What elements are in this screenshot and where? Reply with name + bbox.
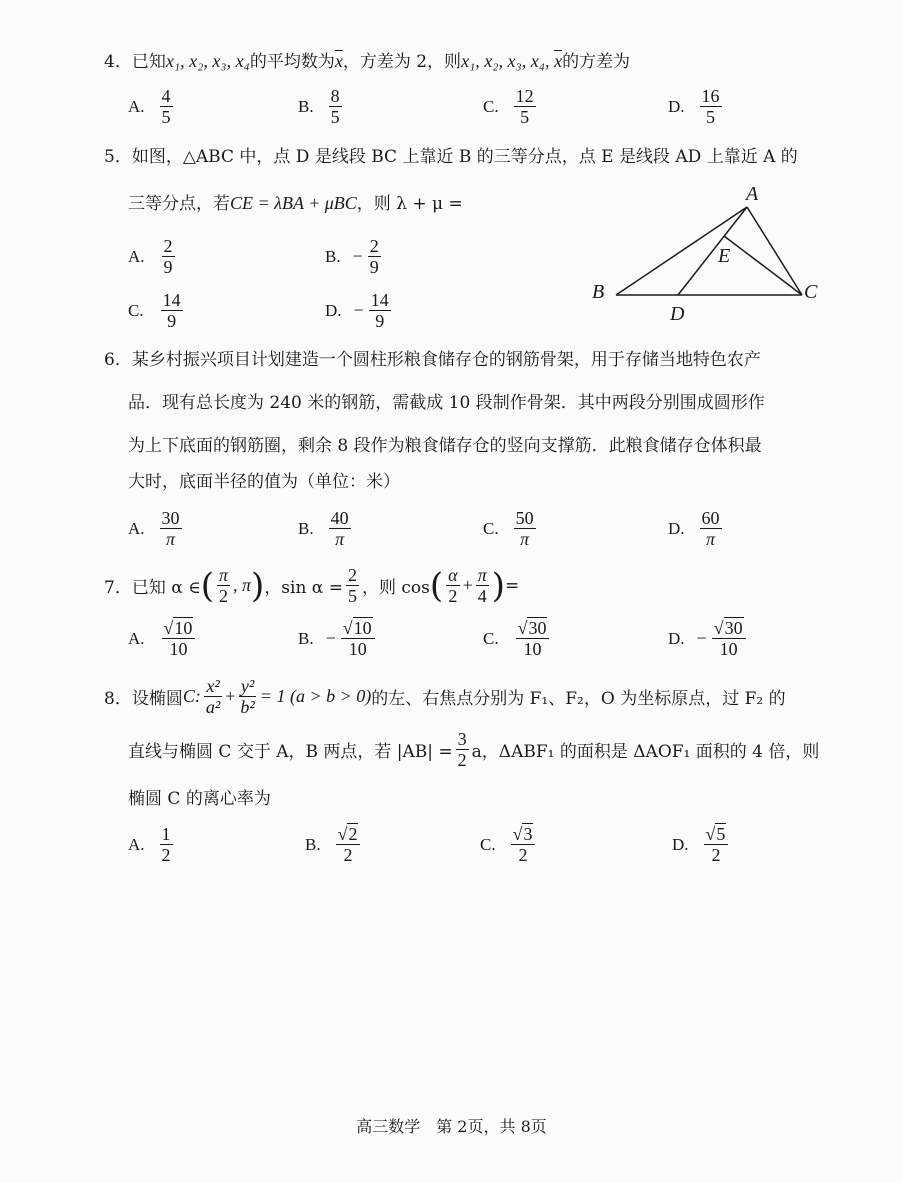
q6-option-b[interactable]: B. $\frac{40}{\pi}$ bbox=[298, 508, 349, 549]
q6-stem-line3: 为上下底面的钢筋圈，剩余 8 段作为粮食储存仓的竖向支撑筋．此粮食储存仓体积最 bbox=[128, 436, 762, 456]
page-footer: 高三数学 第 2页，共 8页 bbox=[356, 1117, 547, 1136]
q6-option-c[interactable]: C. $\frac{50}{\pi}$ bbox=[483, 508, 534, 549]
q6-stem-line4: 大时，底面半径的值为（单位：米） bbox=[128, 472, 400, 492]
q8-stem-line2: 直线与椭圆 C 交于 A，B 两点，若 |AB| = $\frac{3}{2}$ a，ΔABF₁ 的面积是 ΔAOF₁ 面积的 4 倍，则 bbox=[128, 729, 820, 770]
q5-option-b[interactable]: B. − $\frac{2}{9}$ bbox=[325, 236, 379, 277]
q5-option-a[interactable]: A. $\frac{2}{9}$ bbox=[128, 236, 173, 277]
q7-option-c[interactable]: C. $\frac{√30}{10}$ bbox=[483, 618, 552, 659]
fraction: $\frac{60}{\pi}$ bbox=[701, 508, 720, 549]
fraction: $\frac{√10}{10}$ bbox=[341, 618, 375, 659]
q8-option-d[interactable]: D. $\frac{√5}{2}$ bbox=[672, 824, 731, 865]
q5-option-d[interactable]: D. − $\frac{14}{9}$ bbox=[325, 290, 389, 331]
fraction: $\frac{√10}{10}$ bbox=[162, 618, 196, 659]
q5-number: 5． bbox=[104, 147, 132, 167]
segment-AD bbox=[678, 207, 747, 295]
fraction: $\frac{√5}{2}$ bbox=[704, 824, 729, 865]
q8-option-a[interactable]: A. $\frac{1}{2}$ bbox=[128, 824, 171, 865]
q6-option-a[interactable]: A. $\frac{30}{\pi}$ bbox=[128, 508, 180, 549]
q4-option-a[interactable]: A. $\frac{4}{5}$ bbox=[128, 86, 171, 127]
q8-stem-line1: 8． 设椭圆 C: $\frac{\text{x²}}{\text{a²}}$ + $\frac{\text{y²}}{\text{b²}}$ = 1 (a > b > 0) 的左、右焦点分别为 F₁、F₂，O 为坐标原点，过 F₂ 的 bbox=[104, 676, 786, 717]
fraction: $\frac{4}{5}$ bbox=[161, 86, 171, 127]
q8-stem-line3: 椭圆 C 的离心率为 bbox=[128, 789, 271, 809]
q7-option-a[interactable]: A. $\frac{√10}{10}$ bbox=[128, 618, 198, 659]
label-C: C bbox=[804, 281, 818, 303]
q7-number: 7． bbox=[104, 578, 132, 598]
fraction: $\frac{\text{x²}}{\text{a²}}$ bbox=[205, 676, 221, 717]
triangle-figure bbox=[580, 180, 830, 330]
label-D: D bbox=[670, 303, 685, 325]
q8-number: 8． bbox=[104, 689, 132, 709]
fraction: $\frac{50}{\pi}$ bbox=[515, 508, 534, 549]
q4-option-c[interactable]: C. $\frac{12}{5}$ bbox=[483, 86, 534, 127]
q7-stem: 7． 已知 α ∈ ( $\frac{\pi}{2}$ , π ) ，sin α = $\frac{2}{5}$ ，则 cos ( $\frac{\alpha}{2}$ + $\frac{\pi}{4}$ ) = bbox=[104, 565, 520, 606]
fraction: $\frac{3}{2}$ bbox=[457, 729, 467, 770]
q5-stem-line2: 三等分点，若CE = λBA + μBC，则 λ + μ = bbox=[128, 193, 463, 214]
q6-stem-line2: 品．现有总长度为 240 米的钢筋，需截成 10 段制作骨架．其中两段分别围成圆形作 bbox=[128, 393, 765, 413]
segment-AC bbox=[747, 207, 802, 295]
q5-stem-line1: 5．如图，△ABC 中，点 D 是线段 BC 上靠近 B 的三等分点，点 E 是线段 AD 上靠近 A 的 bbox=[104, 147, 798, 167]
fraction: $\frac{2}{9}$ bbox=[369, 236, 379, 277]
fraction: $\frac{8}{5}$ bbox=[330, 86, 340, 127]
fraction: $\frac{2}{5}$ bbox=[347, 565, 357, 606]
q5-option-c[interactable]: C. $\frac{14}{9}$ bbox=[128, 290, 181, 331]
fraction: $\frac{\alpha}{2}$ bbox=[448, 565, 458, 606]
q7-option-d[interactable]: D. − $\frac{√30}{10}$ bbox=[668, 618, 749, 659]
fraction: $\frac{16}{5}$ bbox=[701, 86, 720, 127]
fraction: $\frac{√30}{10}$ bbox=[516, 618, 550, 659]
label-A: A bbox=[746, 183, 759, 205]
q8-option-c[interactable]: C. $\frac{√3}{2}$ bbox=[480, 824, 538, 865]
q8-option-b[interactable]: B. $\frac{√2}{2}$ bbox=[305, 824, 363, 865]
q4-option-b[interactable]: B. $\frac{8}{5}$ bbox=[298, 86, 340, 127]
fraction: $\frac{14}{9}$ bbox=[370, 290, 389, 331]
q4-option-d[interactable]: D. $\frac{16}{5}$ bbox=[668, 86, 720, 127]
q6-stem-line1: 6．某乡村振兴项目计划建造一个圆柱形粮食储存仓的钢筋骨架，用于存储当地特色农产 bbox=[104, 350, 761, 370]
q6-number: 6． bbox=[104, 350, 132, 370]
fraction: $\frac{2}{9}$ bbox=[163, 236, 173, 277]
q4-stem: 4．已知x₁, x₂, x₃, x₄的平均数为$\overline{x}$，方差为 2，则x₁, x₂, x₃, x₄, $\overline{x}$的方差为 bbox=[104, 51, 631, 72]
fraction: $\frac{\pi}{4}$ bbox=[477, 565, 487, 606]
q6-option-d[interactable]: D. $\frac{60}{\pi}$ bbox=[668, 508, 720, 549]
fraction: $\frac{√2}{2}$ bbox=[336, 824, 361, 865]
fraction: $\frac{\pi}{2}$ bbox=[218, 565, 228, 606]
label-E: E bbox=[718, 245, 731, 267]
fraction: $\frac{\text{y²}}{\text{b²}}$ bbox=[240, 676, 255, 717]
q4-number: 4． bbox=[104, 52, 132, 72]
fraction: $\frac{30}{\pi}$ bbox=[161, 508, 180, 549]
fraction: $\frac{40}{\pi}$ bbox=[330, 508, 349, 549]
fraction: $\frac{14}{9}$ bbox=[162, 290, 181, 331]
label-B: B bbox=[592, 281, 605, 303]
fraction: $\frac{√3}{2}$ bbox=[511, 824, 536, 865]
fraction: $\frac{12}{5}$ bbox=[515, 86, 534, 127]
fraction: $\frac{1}{2}$ bbox=[161, 824, 171, 865]
fraction: $\frac{√30}{10}$ bbox=[712, 618, 746, 659]
q7-option-b[interactable]: B. − $\frac{√10}{10}$ bbox=[298, 618, 378, 659]
segment-CE bbox=[724, 236, 802, 295]
